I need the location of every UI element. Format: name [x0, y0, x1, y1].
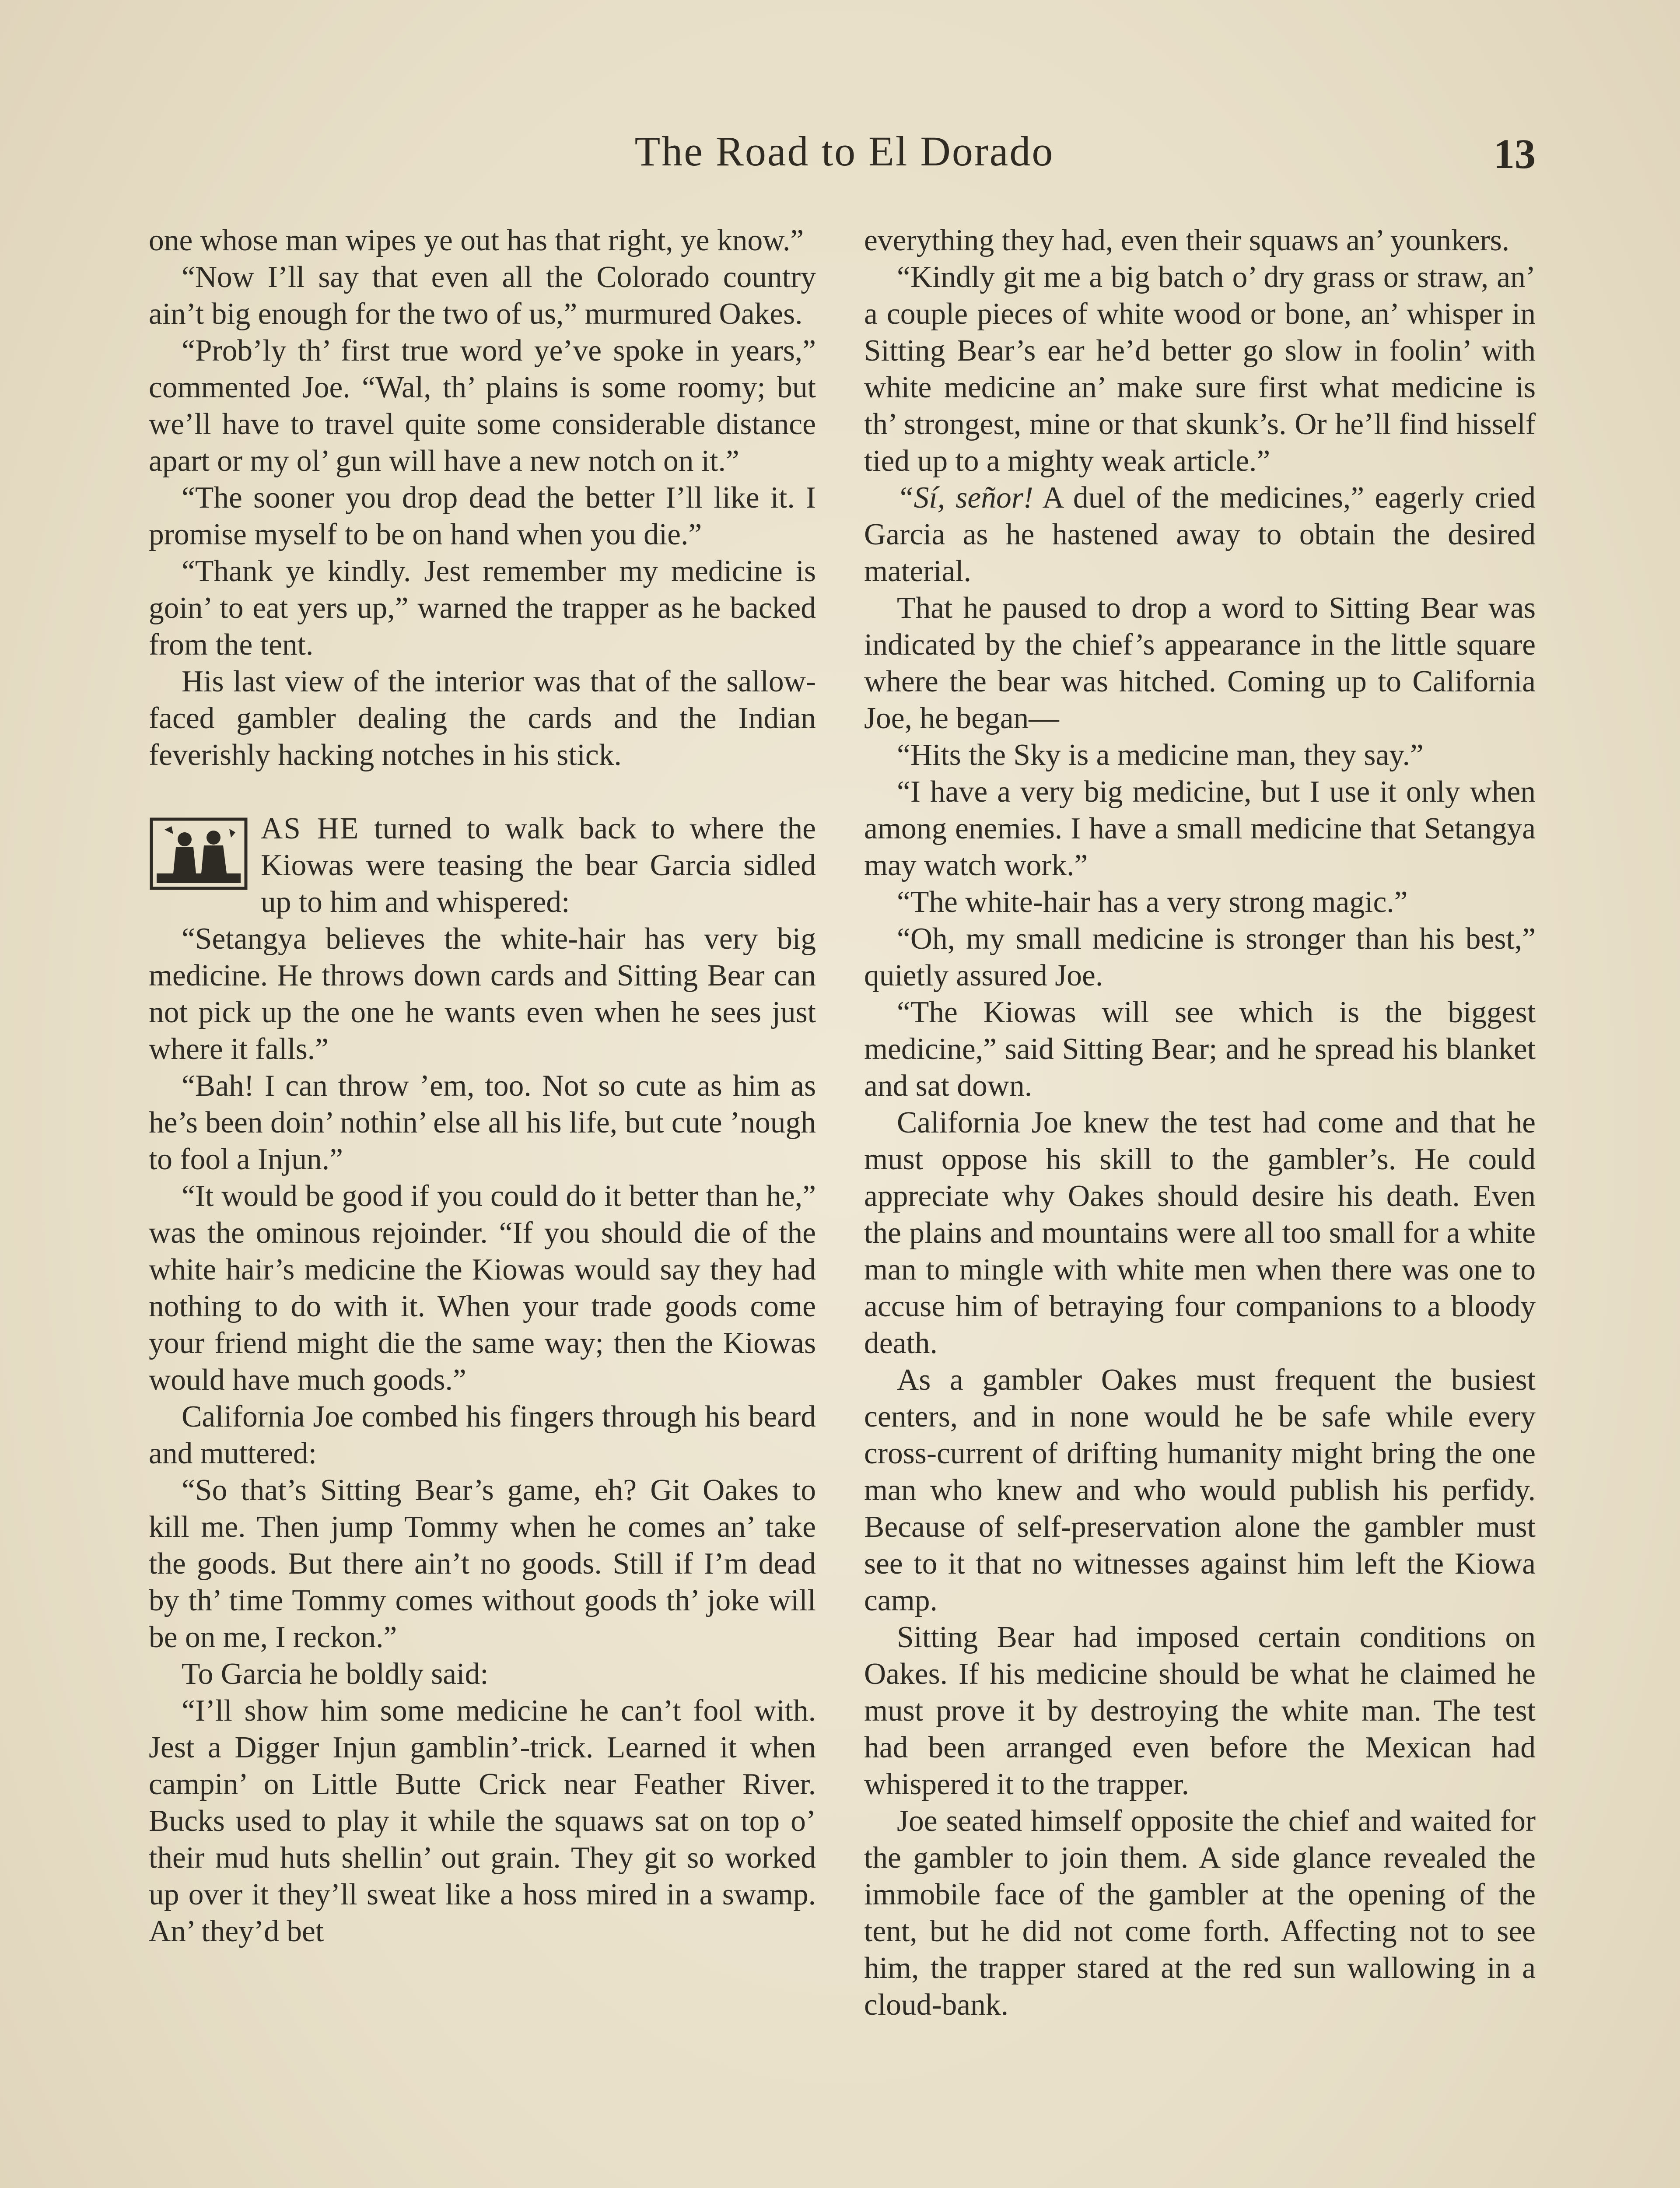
paragraph-text: turned to walk back to where the Kiowas were teasing the bear Garcia sidled up to him and whispered:	[261, 812, 816, 919]
paragraph: “Now I’ll say that even all the Colorado country ain’t big enough for the two of us,” murmured Oakes.	[149, 260, 816, 331]
paragraph: California Joe knew the test had come and that he must oppose his skill to the gambler’s. He could appreciate why Oakes should desire his death. Even the plains and mountains were all too small for a white man to mingle with white men when there was one to accuse him of betraying four companions to a bloody death.	[864, 1106, 1536, 1360]
paragraph: everything they had, even their squaws an’ younkers.	[864, 224, 1510, 257]
paragraph: “Prob’ly th’ first true word ye’ve spoke in years,” commented Joe. “Wal, th’ plains is some roomy; but we’ll have to travel quite some considerable distance apart or my ol’ gun will have a new notch on it.”	[149, 334, 816, 478]
paragraph: As a gambler Oakes must frequent the busiest centers, and in none would he be safe while every cross-current of drifting humanity might bring the one man who knew and who would publish his perfidy. Because of self-preservation alone the gambler must see to it that no witnesses against him left the Kiowa camp.	[864, 1363, 1536, 1617]
paragraph: Joe seated himself opposite the chief and waited for the gambler to join them. A side glance revealed the immobile face of the gambler at the opening of the tent, but he did not come forth. Affecting not to see him, the trapper stared at the red sun wallowing in a cloud-bank.	[864, 1804, 1536, 2022]
small-caps-lead: AS HE	[261, 812, 360, 845]
paragraph: “So that’s Sitting Bear’s game, eh? Git Oakes to kill me. Then jump Tommy when he comes an’ take the goods. But there ain’t no goods. Still if I’m dead by th’ time Tommy comes without goods th’ joke will be on me, I reckon.”	[149, 1473, 816, 1654]
paragraph: That he paused to drop a word to Sitting Bear was indicated by the chief’s appearance in the little square where the bear was hitched. Coming up to California Joe, he began—	[864, 591, 1536, 735]
decorative-initial-illustration	[149, 817, 248, 891]
paragraph: “The Kiowas will see which is the biggest medicine,” said Sitting Bear; and he spread his blanket and sat down.	[864, 996, 1536, 1103]
running-title: The Road to El Dorado	[634, 128, 1054, 175]
paragraph: “Oh, my small medicine is stronger than his best,” quietly assured Joe.	[864, 922, 1536, 992]
paragraph: “The sooner you drop dead the better I’ll like it. I promise myself to be on hand when you die.”	[149, 481, 816, 551]
paragraph	[864, 480, 1536, 590]
page-number: 13	[1494, 130, 1536, 177]
paragraph: “The white-hair has a very strong magic.”	[897, 885, 1408, 919]
paragraph: “It would be good if you could do it better than he,” was the ominous rejoinder. “If you should die of the white hair’s medicine the Kiowas would say they had nothing to do with it. When your trade goods come your friend might die the same way; then the Kiowas would have much goods.”	[149, 1179, 816, 1397]
paragraph: His last view of the interior was that of the sallow-faced gambler dealing the cards and the Indian feverishly hacking notches in his stick.	[149, 665, 816, 772]
paragraph: California Joe combed his fingers through his beard and muttered:	[149, 1400, 816, 1470]
paragraph: “Setangya believes the white-hair has very big medicine. He throws down cards and Sitting Bear can not pick up the one he wants even when he sees just where it falls.”	[149, 922, 816, 1066]
two-figures-icon	[149, 817, 248, 891]
paragraph: “Bah! I can throw ’em, too. Not so cute as him as he’s been doin’ nothin’ else all his life, but cute ’nough to fool a Injun.”	[149, 1069, 816, 1176]
page-header	[149, 127, 1540, 188]
paragraph-text: A duel of the medicines,” eagerly cried Garcia as he hastened away to obtain the desired material.	[864, 481, 1536, 588]
paragraph: To Garcia he boldly said:	[182, 1657, 489, 1691]
section-opening-paragraph	[149, 810, 816, 921]
paragraph: “I have a very big medicine, but I use it only when among enemies. I have a small medicine that Setangya may watch work.”	[864, 775, 1536, 882]
paragraph: “Thank ye kindly. Jest remember my medicine is goin’ to eat yers up,” warned the trapper as he backed from the tent.	[149, 554, 816, 662]
right-column	[864, 222, 1536, 2023]
paragraph: “Kindly git me a big batch o’ dry grass or straw, an’ a couple pieces of white wood or bone, an’ whisper in Sitting Bear’s ear he’d better go slow in foolin’ with white medicine an’ make sure first what medicine is th’ strongest, mine or that skunk’s. Or he’ll find hisself tied up to a mighty weak article.”	[864, 260, 1536, 478]
paragraph: “Hits the Sky is a medicine man, they say.”	[897, 738, 1424, 772]
left-column	[149, 222, 816, 1950]
paragraph: Sitting Bear had imposed certain conditions on Oakes. If his medicine should be what he claimed he must prove it by destroying the white man. The test had been arranged even before the Mexican had whispered it to the trapper.	[864, 1620, 1536, 1801]
italic-exclamation: “Sí, señor!	[897, 481, 1033, 515]
paragraph: one whose man wipes ye out has that right, ye know.”	[149, 224, 804, 257]
paragraph: “I’ll show him some medicine he can’t fool with. Jest a Digger Injun gamblin’-trick. Learned it when campin’ on Little Butte Crick near Feather River. Bucks used to play it while the squaws sat on top o’ their mud huts shellin’ out grain. They git so worked up over it they’ll sweat like a hoss mired in a swamp. An’ they’d bet	[149, 1694, 816, 1948]
